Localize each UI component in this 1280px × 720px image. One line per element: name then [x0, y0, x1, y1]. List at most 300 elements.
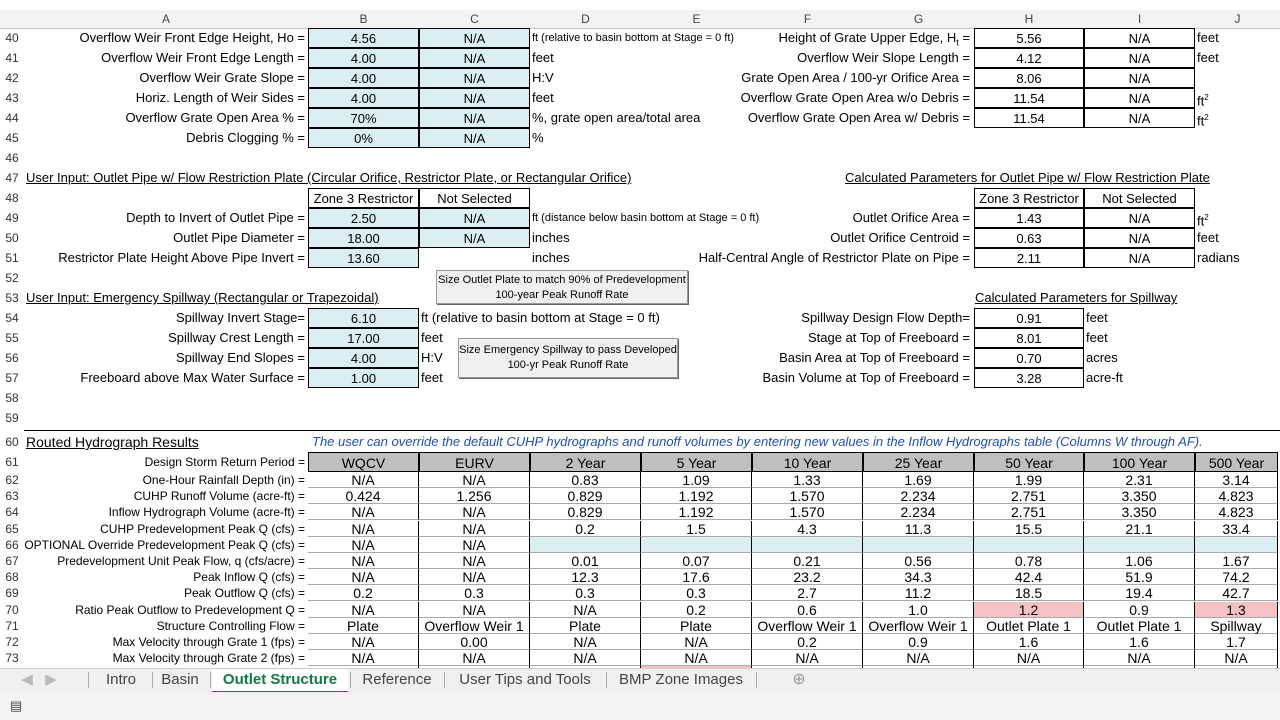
- outlet-value-b[interactable]: 2.50: [308, 208, 419, 228]
- grate-label-text: Overflow Grate Open Area w/ Debris =: [747, 110, 970, 125]
- routed-value-cell: 2.234: [863, 488, 974, 504]
- return-period-header: 100 Year: [1084, 452, 1195, 472]
- override-note: The user can override the default CUHP hydrographs and runoff volumes by entering new values in the Inflow Hydrographs table (Columns W through AF).: [312, 434, 1203, 449]
- row-number[interactable]: 59: [5, 411, 19, 425]
- grate-unit: feet: [1197, 30, 1219, 45]
- row-number[interactable]: 46: [5, 151, 19, 165]
- weir-label: Horiz. Length of Weir Sides =: [135, 90, 305, 105]
- routed-value-cell: N/A: [308, 634, 419, 650]
- column-header-e[interactable]: E: [692, 12, 701, 26]
- calc-outlet-col-h-header: Zone 3 Restrictor: [974, 188, 1084, 208]
- unit-superscript: 2: [1204, 213, 1209, 222]
- column-header-c[interactable]: C: [470, 12, 479, 26]
- weir-label: Overflow Weir Front Edge Height, Ho =: [79, 30, 305, 45]
- routed-value-cell: N/A: [419, 521, 530, 537]
- routed-value-cell: N/A: [419, 553, 530, 569]
- spillway-label: Spillway Crest Length =: [168, 330, 305, 345]
- add-sheet-icon[interactable]: ⊕: [792, 671, 806, 688]
- weir-value-b[interactable]: 4.56: [308, 28, 419, 48]
- grate-label: [641, 108, 974, 128]
- weir-label: Overflow Grate Open Area % =: [125, 110, 305, 125]
- routed-value-cell: 0.83: [530, 472, 641, 488]
- row-number[interactable]: 71: [5, 618, 19, 633]
- grate-unit: $ft^2$: [1197, 93, 1209, 109]
- routed-value-cell: N/A: [641, 634, 752, 650]
- routed-value-cell: 34.3: [863, 569, 974, 585]
- weir-label: Debris Clogging % =: [186, 130, 305, 145]
- outlet-value-c[interactable]: N/A: [419, 228, 530, 248]
- size-outlet-plate-button[interactable]: Size Outlet Plate to match 90% of Predevelopment 100-year Peak Runoff Rate: [436, 270, 688, 304]
- routed-value-cell: 0.21: [752, 553, 863, 569]
- spillway-value[interactable]: 4.00: [308, 348, 419, 368]
- weir-value-c[interactable]: N/A: [419, 128, 530, 148]
- routed-value-cell: 18.5: [974, 585, 1084, 601]
- row-number[interactable]: 73: [5, 651, 19, 666]
- weir-unit: feet: [532, 90, 554, 105]
- routed-value-cell: N/A: [863, 650, 974, 666]
- row-number[interactable]: 53: [5, 291, 19, 305]
- routed-value-cell: 1.69: [863, 472, 974, 488]
- routed-value-cell: 33.4: [1195, 521, 1278, 537]
- routed-value-cell: Overflow Weir 1: [863, 618, 974, 634]
- routed-value-cell: N/A: [308, 650, 419, 666]
- calc-outlet-value-i: N/A: [1084, 228, 1195, 248]
- routed-value-cell: N/A: [308, 602, 419, 618]
- grate-label-eq: =: [958, 30, 970, 45]
- routed-value-cell: 11.2: [863, 585, 974, 601]
- routed-value-cell: N/A: [530, 634, 641, 650]
- routed-value-cell: 2.751: [974, 504, 1084, 520]
- routed-value-cell: N/A: [1084, 650, 1195, 666]
- grate-label-text: Overflow Grate Open Area w/o Debris =: [740, 90, 970, 105]
- routed-value-cell: 4.3: [752, 521, 863, 537]
- grate-value-h: 4.12: [974, 48, 1084, 68]
- calc-outlet-unit: $ft^2$: [1197, 213, 1209, 229]
- routed-value-cell: 19.4: [1084, 585, 1195, 601]
- routed-value-cell: Outlet Plate 1: [974, 618, 1084, 634]
- routed-value-cell: 0.2: [308, 585, 419, 601]
- row-number[interactable]: 65: [5, 521, 19, 536]
- outlet-unit: inches: [532, 230, 570, 245]
- return-period-header: 2 Year: [530, 452, 641, 472]
- routed-value-cell: 0.829: [530, 488, 641, 504]
- row-number[interactable]: 47: [5, 171, 19, 185]
- calc-spillway-title: Calculated Parameters for Spillway: [975, 290, 1178, 305]
- row-number[interactable]: 72: [5, 635, 19, 649]
- spillway-value[interactable]: 6.10: [308, 308, 419, 328]
- return-period-header: 500 Year: [1195, 452, 1278, 472]
- row-number[interactable]: 68: [5, 570, 19, 585]
- routed-value-cell: 3.14: [1195, 472, 1278, 488]
- grate-unit: feet: [1197, 50, 1219, 65]
- spillway-label: Spillway End Slopes =: [176, 350, 305, 365]
- grate-value-i: N/A: [1084, 68, 1195, 88]
- weir-label: Overflow Weir Grate Slope =: [139, 70, 305, 85]
- routed-value-cell: 11.3: [863, 521, 974, 537]
- weir-value-b[interactable]: 4.00: [308, 48, 419, 68]
- calc-spillway-label: Basin Area at Top of Freeboard =: [779, 350, 970, 365]
- row-number[interactable]: 48: [5, 191, 19, 205]
- routed-value-cell: N/A: [419, 650, 530, 666]
- routed-row-label: CUHP Predevelopment Peak Q (cfs) =: [100, 521, 305, 536]
- routed-value-cell[interactable]: [1084, 537, 1195, 553]
- grate-value-i: N/A: [1084, 108, 1195, 128]
- routed-row-label: Peak Inflow Q (cfs) =: [193, 570, 305, 585]
- column-header-i[interactable]: I: [1137, 12, 1142, 26]
- unit-superscript: 2: [1204, 113, 1209, 122]
- sheet-tab-intro[interactable]: Intro: [105, 671, 136, 688]
- row-number[interactable]: 67: [5, 554, 19, 568]
- routed-value-cell: 12.3: [530, 569, 641, 585]
- weir-unit: %: [532, 130, 544, 145]
- routed-value-cell: N/A: [641, 650, 752, 666]
- calc-outlet-value-h: 2.11: [974, 248, 1084, 268]
- routed-value-cell: 1.3: [1195, 602, 1278, 618]
- routed-value-cell: 2.751: [974, 488, 1084, 504]
- calc-outlet-col-i-header: Not Selected: [1084, 188, 1195, 208]
- outlet-label: Depth to Invert of Outlet Pipe =: [126, 210, 305, 225]
- routed-value-cell: N/A: [530, 602, 641, 618]
- routed-header-label: Design Storm Return Period =: [144, 455, 305, 469]
- column-header-a[interactable]: A: [161, 12, 170, 26]
- routed-value-cell: Plate: [530, 618, 641, 634]
- calc-spillway-label: Spillway Design Flow Depth=: [801, 310, 970, 325]
- routed-value-cell: N/A: [530, 650, 641, 666]
- spillway-value[interactable]: 17.00: [308, 328, 419, 348]
- row-number[interactable]: 50: [5, 231, 19, 245]
- routed-value-cell: 42.7: [1195, 585, 1278, 601]
- row-number[interactable]: 64: [5, 505, 19, 520]
- calc-outlet-label: Outlet Orifice Centroid =: [830, 230, 970, 245]
- row-number[interactable]: 58: [5, 391, 19, 405]
- sheet-tab-outlet-structure[interactable]: Outlet Structure: [212, 669, 348, 693]
- row-number[interactable]: 44: [5, 111, 19, 125]
- routed-value-cell: 0.2: [530, 521, 641, 537]
- calc-outlet-value-h: 0.63: [974, 228, 1084, 248]
- row-number[interactable]: 66: [5, 537, 19, 552]
- routed-value-cell: 1.09: [641, 472, 752, 488]
- routed-value-cell: N/A: [308, 521, 419, 537]
- spillway-unit: feet: [421, 330, 443, 345]
- weir-value-c[interactable]: N/A: [419, 108, 530, 128]
- weir-value-c[interactable]: N/A: [419, 88, 530, 108]
- row-number[interactable]: 52: [5, 271, 19, 285]
- calc-outlet-title: Calculated Parameters for Outlet Pipe w/ Flow Restriction Plate: [845, 170, 1210, 185]
- column-header-g[interactable]: G: [913, 12, 924, 26]
- routed-value-cell: 4.823: [1195, 504, 1278, 520]
- calc-outlet-unit: radians: [1197, 250, 1240, 265]
- routed-value-cell: 1.33: [752, 472, 863, 488]
- grate-label-subscript: t: [956, 37, 959, 48]
- return-period-header: EURV: [419, 452, 530, 472]
- return-period-header: WQCV: [308, 452, 419, 472]
- sheet-tab-user-tips-and-tools[interactable]: User Tips and Tools: [459, 671, 591, 688]
- grate-label-text: Overflow Weir Slope Length =: [797, 50, 970, 65]
- routed-row-label: One-Hour Rainfall Depth (in) =: [142, 473, 305, 487]
- routed-value-cell: N/A: [419, 569, 530, 585]
- grate-value-h: 11.54: [974, 88, 1084, 108]
- routed-value-cell: 0.2: [641, 602, 752, 618]
- routed-value-cell: 0.9: [863, 634, 974, 650]
- column-header-h[interactable]: H: [1024, 12, 1034, 26]
- outlet-col-b-header: Zone 3 Restrictor: [308, 188, 419, 208]
- sheet-tab-bar: [0, 668, 1280, 693]
- routed-value-cell: 2.31: [1084, 472, 1195, 488]
- row-number[interactable]: 54: [5, 311, 19, 325]
- calc-outlet-label: Half-Central Angle of Restrictor Plate on Pipe =: [698, 250, 970, 265]
- status-bar: [0, 692, 1280, 720]
- weir-value-b[interactable]: 0%: [308, 128, 419, 148]
- spillway-label: Freeboard above Max Water Surface =: [80, 370, 305, 385]
- routed-row-label: Ratio Peak Outflow to Predevelopment Q =: [75, 602, 305, 617]
- weir-value-b[interactable]: 4.00: [308, 88, 419, 108]
- calc-outlet-value-h: 1.43: [974, 208, 1084, 228]
- row-number[interactable]: 45: [5, 131, 19, 145]
- row-number[interactable]: 49: [5, 211, 19, 225]
- column-header-j[interactable]: J: [1234, 12, 1241, 26]
- routed-value-cell: Overflow Weir 1: [419, 618, 530, 634]
- routed-value-cell: 0.829: [530, 504, 641, 520]
- routed-value-cell: 1.7: [1195, 634, 1278, 650]
- spillway-unit: feet: [421, 370, 443, 385]
- routed-value-cell: Overflow Weir 1: [752, 618, 863, 634]
- macro-record-icon[interactable]: ▤: [10, 698, 23, 713]
- row-number[interactable]: 62: [5, 473, 19, 487]
- routed-value-cell: 1.2: [974, 602, 1084, 618]
- routed-row-label: Max Velocity through Grate 2 (fps) =: [112, 651, 305, 666]
- routed-value-cell: 42.4: [974, 569, 1084, 585]
- scroll-left-icon[interactable]: ◀: [21, 671, 33, 688]
- routed-value-cell[interactable]: [530, 537, 641, 553]
- sheet-tab-reference[interactable]: Reference: [362, 671, 432, 688]
- calc-spillway-unit: feet: [1086, 330, 1108, 345]
- column-header-b[interactable]: B: [359, 12, 368, 26]
- routed-value-cell[interactable]: N/A: [308, 537, 419, 553]
- routed-value-cell: 51.9: [1084, 569, 1195, 585]
- outlet-value-b[interactable]: 13.60: [308, 248, 419, 268]
- grate-value-h: 11.54: [974, 108, 1084, 128]
- weir-unit: ft (relative to basin bottom at Stage = 0 ft): [532, 32, 735, 44]
- outlet-label: Restrictor Plate Height Above Pipe Invert =: [58, 250, 305, 265]
- row-number[interactable]: 43: [5, 91, 19, 105]
- routed-value-cell: N/A: [308, 504, 419, 520]
- routed-value-cell: 2.234: [863, 504, 974, 520]
- grate-label: [641, 28, 974, 48]
- spillway-label: Spillway Invert Stage=: [176, 310, 305, 325]
- column-header-f[interactable]: F: [803, 12, 812, 26]
- section-divider: [24, 430, 1280, 431]
- outlet-col-c-header: Not Selected: [419, 188, 530, 208]
- routed-value-cell: Outlet Plate 1: [1084, 618, 1195, 634]
- routed-value-cell: 1.06: [1084, 553, 1195, 569]
- routed-value-cell: N/A: [419, 504, 530, 520]
- tab-separator: [210, 672, 211, 688]
- routed-value-cell: 2.7: [752, 585, 863, 601]
- row-number[interactable]: 61: [5, 455, 19, 469]
- outlet-label: Outlet Pipe Diameter =: [173, 230, 305, 245]
- weir-value-c[interactable]: N/A: [419, 28, 530, 48]
- row-number[interactable]: 42: [5, 71, 19, 85]
- calc-outlet-value-i: N/A: [1084, 208, 1195, 228]
- grate-value-h: 8.06: [974, 68, 1084, 88]
- routed-value-cell: 0.78: [974, 553, 1084, 569]
- calc-outlet-value-i: N/A: [1084, 248, 1195, 268]
- routed-value-cell: N/A: [974, 650, 1084, 666]
- row-number[interactable]: 57: [5, 371, 19, 385]
- outlet-unit: inches: [532, 250, 570, 265]
- routed-value-cell: 0.07: [641, 553, 752, 569]
- routed-value-cell[interactable]: [974, 537, 1084, 553]
- routed-value-cell: N/A: [308, 553, 419, 569]
- routed-value-cell: Plate: [308, 618, 419, 634]
- calc-outlet-unit: feet: [1197, 230, 1219, 245]
- tab-separator: [606, 672, 607, 688]
- routed-value-cell: 1.192: [641, 488, 752, 504]
- routed-value-cell: 1.67: [1195, 553, 1278, 569]
- calc-spillway-unit: feet: [1086, 310, 1108, 325]
- routed-value-cell: 74.2: [1195, 569, 1278, 585]
- routed-value-cell: 0.2: [752, 634, 863, 650]
- routed-value-cell: Plate: [641, 618, 752, 634]
- weir-unit: feet: [532, 50, 554, 65]
- weir-value-c[interactable]: N/A: [419, 48, 530, 68]
- row-number[interactable]: 60: [5, 435, 19, 449]
- outlet-unit: ft (distance below basin bottom at Stage = 0 ft): [532, 212, 760, 224]
- routed-value-cell[interactable]: [641, 537, 752, 553]
- grate-label-text: Height of Grate Upper Edge, H: [778, 30, 957, 45]
- routed-value-cell: 17.6: [641, 569, 752, 585]
- row-number[interactable]: 70: [5, 602, 19, 617]
- tab-separator: [756, 672, 757, 688]
- calc-spillway-value: 0.91: [974, 308, 1084, 328]
- outlet-value-b[interactable]: 18.00: [308, 228, 419, 248]
- routed-row-label: Predevelopment Unit Peak Flow, q (cfs/acre) =: [57, 554, 305, 568]
- spillway-unit: H:V: [421, 350, 443, 365]
- return-period-header: 25 Year: [863, 452, 974, 472]
- routed-value-cell[interactable]: N/A: [419, 537, 530, 553]
- routed-value-cell: 0.3: [419, 585, 530, 601]
- row-number[interactable]: 51: [5, 251, 19, 265]
- spillway-value[interactable]: 1.00: [308, 368, 419, 388]
- routed-value-cell: 21.1: [1084, 521, 1195, 537]
- routed-value-cell: 1.5: [641, 521, 752, 537]
- routed-value-cell: N/A: [419, 472, 530, 488]
- grate-label: [641, 88, 974, 108]
- sheet-tab-basin[interactable]: Basin: [161, 671, 199, 688]
- row-number[interactable]: 41: [5, 51, 19, 65]
- grate-label-text: Grate Open Area / 100-yr Orifice Area =: [741, 70, 970, 85]
- weir-unit: H:V: [532, 70, 554, 85]
- spillway-unit: ft (relative to basin bottom at Stage = 0 ft): [421, 310, 660, 325]
- routed-value-cell: 23.2: [752, 569, 863, 585]
- scroll-right-icon[interactable]: ▶: [45, 671, 57, 688]
- calc-spillway-value: 0.70: [974, 348, 1084, 368]
- routed-value-cell: 0.01: [530, 553, 641, 569]
- row-number[interactable]: 63: [5, 489, 19, 504]
- routed-value-cell: 4.823: [1195, 488, 1278, 504]
- tab-separator: [444, 672, 445, 688]
- routed-value-cell: Spillway: [1195, 618, 1278, 634]
- routed-value-cell: 0.56: [863, 553, 974, 569]
- routed-value-cell: 1.192: [641, 504, 752, 520]
- routed-value-cell: N/A: [419, 602, 530, 618]
- grate-value-h: 5.56: [974, 28, 1084, 48]
- routed-row-label: Structure Controlling Flow =: [156, 618, 305, 633]
- return-period-header: 5 Year: [641, 452, 752, 472]
- routed-row-label: CUHP Runoff Volume (acre-ft) =: [133, 489, 305, 504]
- routed-value-cell: 1.570: [752, 488, 863, 504]
- routed-value-cell: 0.3: [530, 585, 641, 601]
- weir-value-c[interactable]: N/A: [419, 68, 530, 88]
- routed-value-cell: 1.256: [419, 488, 530, 504]
- routed-value-cell: 15.5: [974, 521, 1084, 537]
- routed-row-label: Max Velocity through Grate 1 (fps) =: [112, 635, 305, 649]
- weir-unit: %, grate open area/total area: [532, 110, 701, 125]
- row-number[interactable]: 69: [5, 586, 19, 601]
- routed-row-label: Peak Outflow Q (cfs) =: [183, 586, 305, 601]
- calc-spillway-label: Basin Volume at Top of Freeboard =: [762, 370, 970, 385]
- return-period-header: 50 Year: [974, 452, 1084, 472]
- grate-value-i: N/A: [1084, 48, 1195, 68]
- tab-separator: [350, 672, 351, 688]
- routed-value-cell: 3.350: [1084, 504, 1195, 520]
- weir-label: Overflow Weir Front Edge Length =: [101, 50, 305, 65]
- routed-value-cell: 1.6: [1084, 634, 1195, 650]
- grate-unit: $ft^2$: [1197, 113, 1209, 129]
- calc-outlet-label: Outlet Orifice Area =: [852, 210, 970, 225]
- calc-spillway-unit: acre-ft: [1086, 370, 1123, 385]
- routed-value-cell: 0.9: [1084, 602, 1195, 618]
- tab-separator: [88, 672, 89, 688]
- routed-value-cell: 0.424: [308, 488, 419, 504]
- weir-value-b[interactable]: 4.00: [308, 68, 419, 88]
- routed-value-cell: N/A: [308, 472, 419, 488]
- routed-value-cell: N/A: [1195, 650, 1278, 666]
- routed-row-label: Inflow Hydrograph Volume (acre-ft) =: [108, 505, 305, 520]
- return-period-header: 10 Year: [752, 452, 863, 472]
- outlet-value-c[interactable]: N/A: [419, 208, 530, 228]
- grate-label: [641, 68, 974, 88]
- calc-spillway-value: 8.01: [974, 328, 1084, 348]
- routed-value-cell: 3.350: [1084, 488, 1195, 504]
- routed-value-cell: 1.570: [752, 504, 863, 520]
- outlet-section-title: User Input: Outlet Pipe w/ Flow Restriction Plate (Circular Orifice, Restrictor Plate, or Rectangular Orifice): [26, 170, 632, 185]
- row-number[interactable]: 40: [5, 31, 19, 45]
- routed-value-cell[interactable]: [1195, 537, 1278, 553]
- routed-value-cell: 0.3: [641, 585, 752, 601]
- row-number[interactable]: 55: [5, 331, 19, 345]
- routed-value-cell: 0.6: [752, 602, 863, 618]
- routed-row-label: OPTIONAL Override Predevelopment Peak Q (cfs) =: [24, 537, 305, 552]
- grate-value-i: N/A: [1084, 28, 1195, 48]
- calc-spillway-label: Stage at Top of Freeboard =: [807, 330, 970, 345]
- routed-value-cell: N/A: [752, 650, 863, 666]
- calc-spillway-value: 3.28: [974, 368, 1084, 388]
- grate-label: [641, 48, 974, 68]
- sheet-tab-bmp-zone-images[interactable]: BMP Zone Images: [619, 671, 743, 688]
- grate-unit: [1195, 68, 1280, 88]
- row-number[interactable]: 56: [5, 351, 19, 365]
- routed-value-cell: 0.00: [419, 634, 530, 650]
- routed-value-cell[interactable]: [752, 537, 863, 553]
- routed-value-cell: 1.6: [974, 634, 1084, 650]
- routed-value-cell: N/A: [308, 569, 419, 585]
- grate-value-i: N/A: [1084, 88, 1195, 108]
- weir-value-b[interactable]: 70%: [308, 108, 419, 128]
- routed-value-cell[interactable]: [863, 537, 974, 553]
- size-spillway-button[interactable]: Size Emergency Spillway to pass Developed 100-yr Peak Runoff Rate: [458, 338, 678, 378]
- column-header-d[interactable]: D: [581, 12, 590, 26]
